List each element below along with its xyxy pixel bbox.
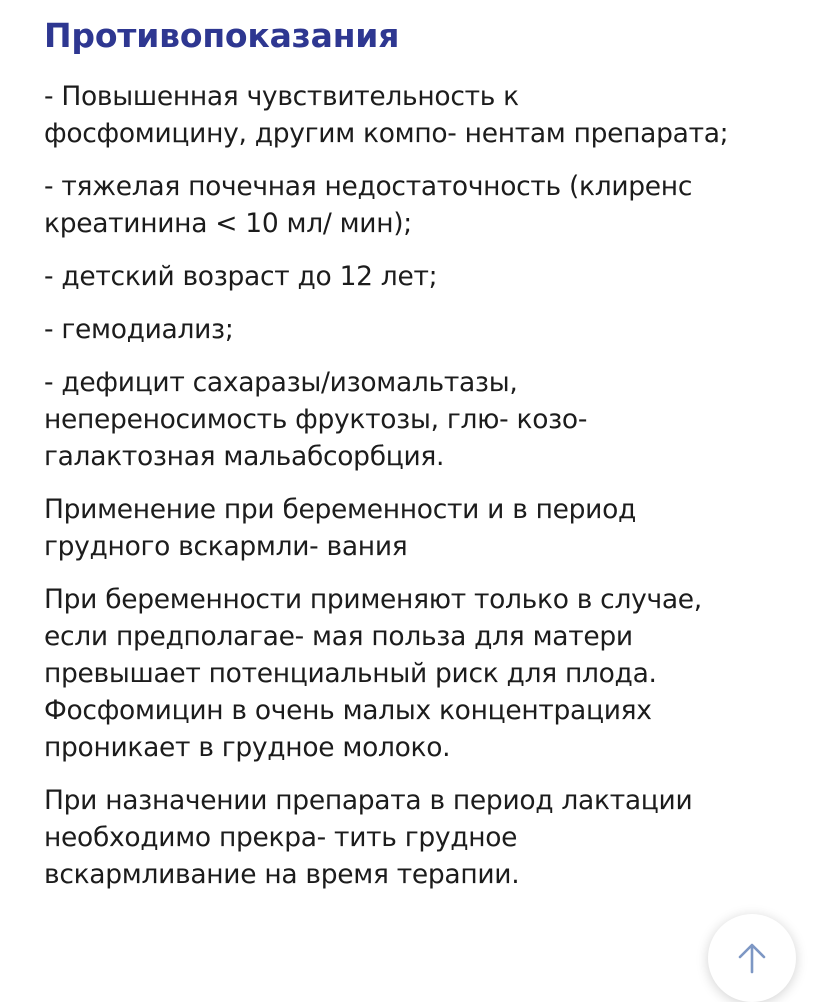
text-line: - гемодиализ; xyxy=(44,314,234,345)
text-line: При беременности применяют только в случае, xyxy=(44,584,702,615)
text-line: Применение при беременности и в период xyxy=(44,494,637,525)
text-line: - Повышенная чувствительность к xyxy=(44,81,519,112)
article-paragraph xyxy=(44,78,804,152)
article-paragraph xyxy=(44,364,804,475)
text-line: грудного вскармли- вания xyxy=(44,531,408,562)
text-line: При назначении препарата в период лактации xyxy=(44,785,693,816)
text-line: если предполагае- мая польза для матери xyxy=(44,621,633,652)
text-line: галактозная мальабсорбция. xyxy=(44,441,445,472)
article-paragraph xyxy=(44,782,804,893)
text-line: - детский возраст до 12 лет; xyxy=(44,261,438,292)
article-paragraph xyxy=(44,581,804,766)
text-line: - тяжелая почечная недостаточность (клиренс xyxy=(44,171,693,202)
text-line: креатинина < 10 мл/ мин); xyxy=(44,208,412,239)
article-paragraph xyxy=(44,311,804,348)
arrow-up-icon xyxy=(737,942,767,974)
text-line: - дефицит сахаразы/изомальтазы, xyxy=(44,367,518,398)
article-content xyxy=(44,78,804,893)
text-line: вскармливание на время терапии. xyxy=(44,859,520,890)
text-line: необходимо прекра- тить грудное xyxy=(44,822,518,853)
text-line: проникает в грудное молоко. xyxy=(44,732,451,763)
text-line: превышает потенциальный риск для плода. xyxy=(44,658,657,689)
page-title: Противопоказания xyxy=(44,16,400,55)
text-line: Фосфомицин в очень малых концентрациях xyxy=(44,695,652,726)
scroll-to-top-button[interactable] xyxy=(708,914,796,1002)
article-paragraph xyxy=(44,491,804,565)
article-paragraph xyxy=(44,168,804,242)
article-paragraph xyxy=(44,258,804,295)
text-line: непереносимость фруктозы, глю- козо- xyxy=(44,404,588,435)
article-page xyxy=(44,0,804,909)
text-line: фосфомицину, другим компо- нентам препарата; xyxy=(44,118,729,149)
